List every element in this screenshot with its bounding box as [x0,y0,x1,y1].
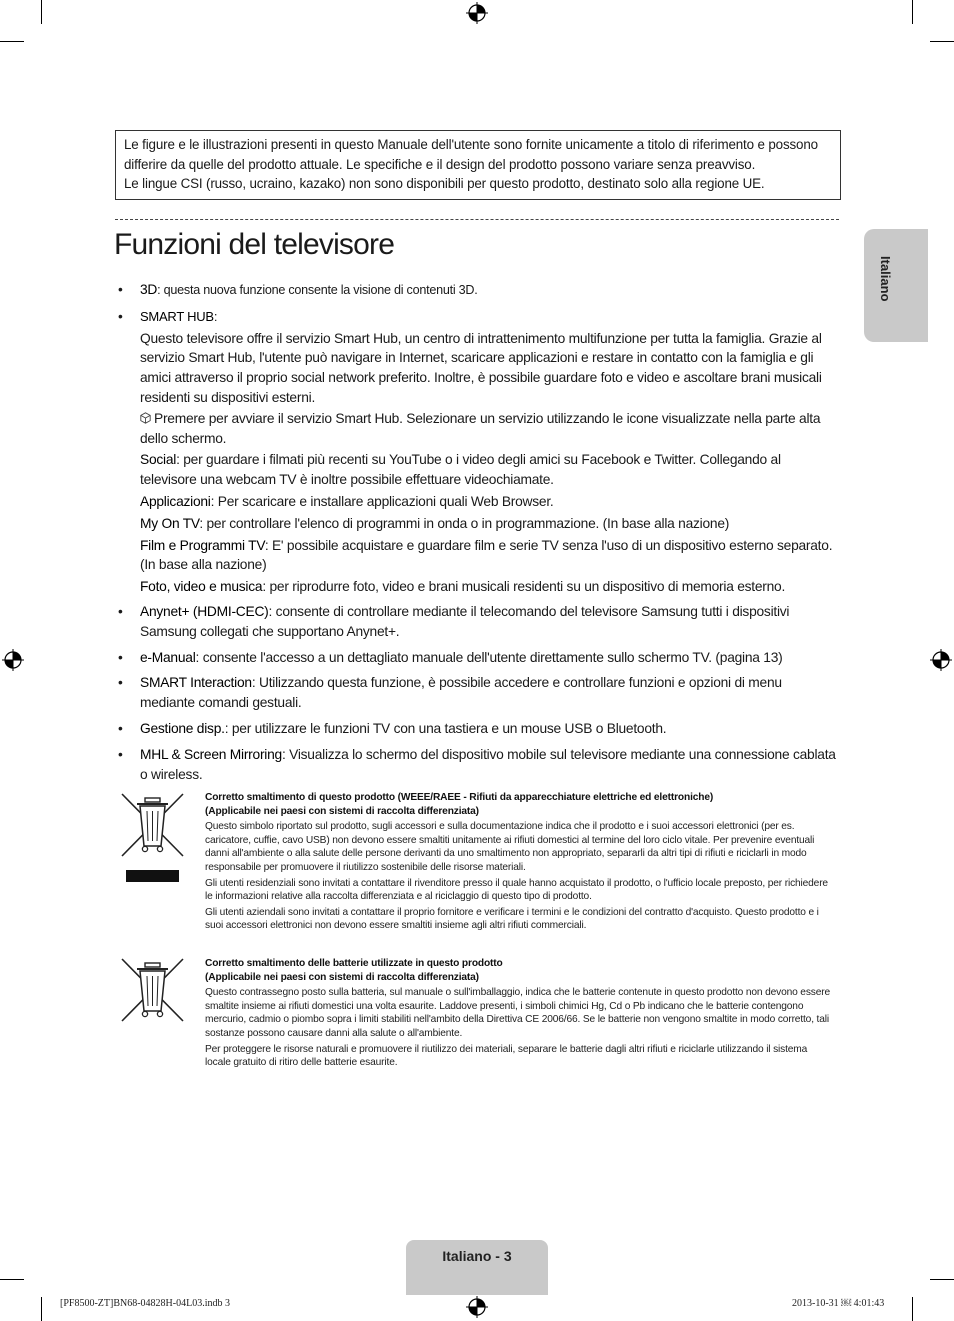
crop-mark [912,0,913,24]
feature-colon: : [213,308,218,324]
feature-description: : Per scaricare e installare applicazioni quali Web Browser. [210,493,554,509]
list-item [118,745,840,785]
weee-battery-paragraph: Per proteggere le risorse naturali e promuovere il riutilizzo dei materiali, separare le batterie dagli altri rifiuti e riciclarle utilizzando il sistema locale gratuito di ritiro delle batterie esaurite. [205,1043,808,1069]
registration-mark-icon [930,649,952,671]
weee-product-paragraph: Gli utenti aziendali sono invitati a contattare il proprio fornitore e verificare i termini e le condizioni del contratto d'acquisto. Questo prodotto e i suoi accessori elettronici non devono essere smaltiti insieme agli altri rifiuti commerciali. [205,906,819,932]
crop-mark [930,1279,954,1280]
list-item [118,602,840,642]
feature-term: My On TV [140,515,200,531]
section-divider [115,219,839,220]
weee-battery-subtitle: (Applicabile nei paesi con sistemi di raccolta differenziata) [205,971,479,983]
language-notice-text: Le lingue CSI (russo, ucraino, kazako) non sono disponibili per questo prodotto, destinato solo alla regione UE. [124,176,765,191]
bullet: • [118,720,123,736]
page-title: Funzioni del televisore [114,228,395,261]
feature-term: Social [140,452,177,468]
feature-description: : per guardare i filmati più recenti su YouTube o i video degli amici su Facebook e Twitter. Collegando al televisore una webcam TV è inoltre possibile effettuare videochiamate. [140,452,781,488]
disclaimer-text: Le figure e le illustrazioni presenti in questo Manuale dell'utente sono fornite unicamente a titolo di riferimento e possono differire da quelle del prodotto attuale. Le specifiche e il design del prodotto possono variare senza preavviso. [124,137,818,172]
crop-mark [41,1297,42,1321]
list-item [118,673,840,713]
side-tab-label: Italiano [878,256,893,302]
page-number-box [406,1240,548,1295]
feature-term: SMART HUB [140,308,214,324]
feature-term: Anynet+ (HDMI-CEC) [140,603,269,619]
bullet: • [118,308,123,324]
bullet: • [118,649,123,665]
weee-battery-paragraph: Questo contrassegno posto sulla batteria, sul manuale o sull'imballaggio, indica che le batterie contenute in questo prodotto non devono essere smaltite insieme ai rifiuti domestici una volta esaurite. Laddove presenti, i simboli chimici Hg, Cd o Pb indicano che le batterie contengono mercurio, cadmio o piombo sopra i limiti stabiliti nell'ambito della Direttiva CE 2006/66. Se le batterie non vengono smaltite in modo corretto, tali sostanze possono causare danni alla salute o all'ambiente. [205,987,830,1039]
weee-product-subtitle: (Applicabile nei paesi con sistemi di raccolta differenziata) [205,805,479,817]
disclaimer-box [115,130,841,200]
footer-file-info: [PF8500-ZT]BN68-04828H-04L03.indb 3 [60,1298,230,1309]
feature-description: : E' possibile acquistare e guardare film e serie TV senza l'uso di un dispositivo esterno separato. (In base alla nazione) [140,537,833,573]
feature-term: Applicazioni [140,493,211,509]
list-item [118,719,840,739]
crossed-bin-icon [119,956,186,1024]
feature-description: : per riprodurre foto, video e brani musicali residenti su un dispositivo di memoria esterno. [262,579,786,595]
list-item [118,280,840,301]
feature-term: Gestione disp. [140,720,225,736]
feature-description: : per utilizzare le funzioni TV con una tastiera e un mouse USB o Bluetooth. [224,720,667,736]
bullet: • [118,675,123,691]
bullet: • [118,746,123,762]
weee-black-bar [126,870,179,882]
language-side-tab [864,229,928,342]
crop-mark [41,0,42,24]
weee-product-paragraph: Questo simbolo riportato sul prodotto, sugli accessori e sulla documentazione indica che il prodotto e i suoi accessori elettronici (per es. caricatore, cuffie, cavo USB) non devono essere smaltiti unitamente ai rifiuti domestici al termine del loro ciclo vitale. Per prevenire eventuali danni all'ambiente o alla salute delle persone derivanti da uno smaltimento non appropriato, separarli da altri tipi di rifiuti e riciclarli in modo responsabile per promuovere il riutilizzo sostenibile delle risorse materiali. [205,821,815,873]
feature-description: : consente l'accesso a un dettagliato manuale dell'utente direttamente sullo schermo TV. (pagina 13) [195,649,783,665]
registration-mark-icon [466,2,488,24]
feature-term: e-Manual [140,649,196,665]
list-item [118,307,840,597]
weee-product-title: Corretto smaltimento di questo prodotto (WEEE/RAEE - Rifiuti da apparecchiature elettriche ed elettroniche) [205,792,714,803]
bullet: • [118,282,123,297]
registration-mark-icon [2,649,24,671]
feature-description: : Visualizza lo schermo del dispositivo mobile sul televisore mediante una connessione cablata o wireless. [140,746,836,782]
feature-term: SMART Interaction [140,675,252,691]
feature-term: MHL & Screen Mirroring [140,746,282,762]
bullet: • [118,603,123,619]
feature-description: Questo televisore offre il servizio Smart Hub, un centro di intrattenimento multifunzione per tutta la famiglia. Grazie al servizio Smart Hub, l'utente può navigare in Internet, scaricare applicazioni e restare in contatto con la famiglia e gli amici attraverso il proprio social network preferito. Inoltre, è possibile guardare foto e video e ascoltare brani musicali residenti su dispositivi esterni. [140,330,822,405]
page-number: Italiano - 3 [442,1248,512,1264]
crop-mark [0,1279,24,1280]
smart-hub-icon [140,412,151,424]
feature-term: Foto, video e musica [140,579,263,595]
weee-product-paragraph: Gli utenti residenziali sono invitati a contattare il rivenditore presso il quale hanno acquistato il prodotto, o l'ufficio locale preposto, per richiedere le informazioni relative alla raccolta differenziata e al riciclaggio di questo tipo di prodotto. [205,877,828,903]
weee-product-section [205,791,835,935]
crop-mark [0,41,24,42]
feature-description: Premere per avviare il servizio Smart Hub. Selezionare un servizio utilizzando le icone visualizzate nella parte alta dello schermo. [140,410,821,446]
feature-description: : per controllare l'elenco di programmi in onda o in programmazione. (In base alla nazione) [199,515,730,531]
feature-description: : Utilizzando questa funzione, è possibile accedere e controllare funzioni e opzioni di menu mediante comandi gestuali. [140,675,782,711]
weee-battery-section [205,957,835,1072]
feature-description: : questa nuova funzione consente la visione di contenuti 3D. [157,283,478,297]
feature-term: 3D [140,282,158,297]
footer-timestamp: 2013-10-31 ￼ 4:01:43 [792,1298,885,1309]
crop-mark [912,1297,913,1321]
feature-list [118,280,840,790]
feature-description: : consente di controllare mediante il telecomando del televisore Samsung tutti i dispositivi Samsung collegati che supportano Anynet+. [140,603,790,639]
list-item [118,648,840,668]
crop-mark [930,41,954,42]
weee-battery-title: Corretto smaltimento delle batterie utilizzate in questo prodotto [205,958,503,969]
crossed-bin-icon [119,791,186,859]
registration-mark-icon [466,1296,488,1318]
feature-term: Film e Programmi TV [140,537,265,553]
